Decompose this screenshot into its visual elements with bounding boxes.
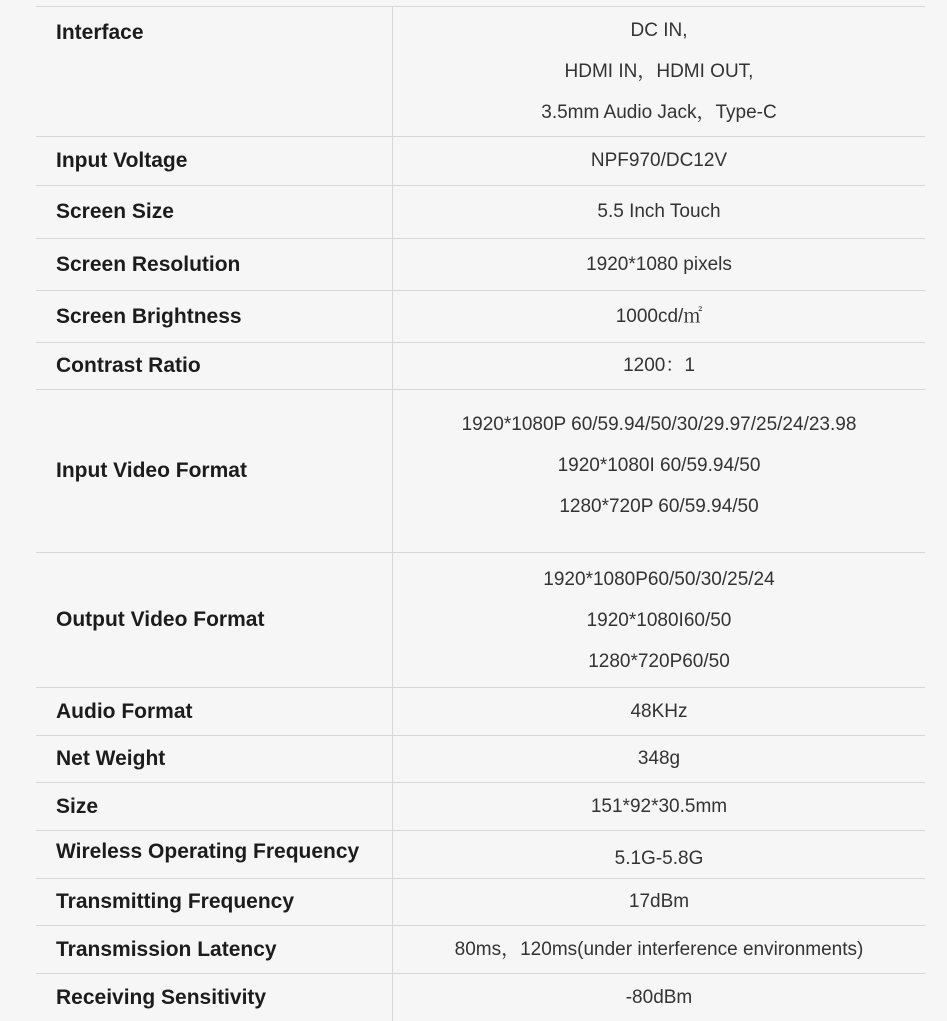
spec-row-output-video-format xyxy=(36,552,925,687)
spec-table xyxy=(36,6,925,1021)
spec-value-line: 1280*720P 60/59.94/50 xyxy=(559,495,759,517)
spec-value xyxy=(393,239,925,290)
spec-row-transmission-latency xyxy=(36,925,925,973)
spec-value-line: 151*92*30.5mm xyxy=(590,795,728,817)
spec-value-line: 348g xyxy=(637,748,681,769)
spec-label: Screen Brightness xyxy=(36,291,393,342)
spec-label: Screen Resolution xyxy=(36,239,393,290)
spec-value xyxy=(393,7,925,136)
spec-value-line: 1200：1 xyxy=(623,355,695,376)
spec-value-line: DC IN, xyxy=(630,20,688,41)
spec-value-line: 1920*1080P 60/59.94/50/30/29.97/25/24/23.98 xyxy=(461,413,857,435)
spec-value-line: NPF970/DC12V xyxy=(590,150,728,171)
spec-value-line: 1280*720P60/50 xyxy=(588,650,730,672)
spec-value-line: HDMI IN，HDMI OUT, xyxy=(564,61,754,82)
spec-label: Transmitting Frequency xyxy=(36,879,393,925)
spec-row-contrast-ratio xyxy=(36,342,925,389)
spec-label: Net Weight xyxy=(36,736,393,782)
spec-value-line: 1920*1080P60/50/30/25/24 xyxy=(543,568,775,590)
spec-value xyxy=(393,390,925,552)
spec-row-receiving-sensitivity xyxy=(36,973,925,1021)
spec-value-line: 48KHz xyxy=(630,700,688,722)
spec-row-wireless-operating-frequency xyxy=(36,830,925,878)
spec-label: Contrast Ratio xyxy=(36,343,393,389)
spec-row-screen-resolution xyxy=(36,238,925,290)
spec-value-line: 5.5 Inch Touch xyxy=(597,201,721,222)
spec-label: Wireless Operating Frequency xyxy=(36,831,393,878)
spec-row-audio-format xyxy=(36,687,925,735)
spec-row-input-voltage xyxy=(36,136,925,185)
spec-value xyxy=(393,137,925,185)
spec-value xyxy=(393,879,925,925)
spec-label: Screen Size xyxy=(36,186,393,238)
spec-value xyxy=(393,553,925,687)
spec-value-line: 80ms，120ms(under interference environments) xyxy=(454,938,864,960)
spec-row-screen-brightness xyxy=(36,290,925,342)
spec-value-line: 1920*1080I60/50 xyxy=(586,609,732,631)
spec-value xyxy=(393,831,925,878)
spec-row-screen-size xyxy=(36,185,925,238)
spec-value xyxy=(393,688,925,735)
spec-value xyxy=(393,926,925,973)
spec-row-size xyxy=(36,782,925,830)
spec-row-net-weight xyxy=(36,735,925,782)
spec-value xyxy=(393,974,925,1021)
spec-label: Interface xyxy=(36,7,393,136)
spec-value-line: -80dBm xyxy=(625,986,693,1008)
spec-row-transmitting-frequency xyxy=(36,878,925,925)
spec-label: Transmission Latency xyxy=(36,926,393,973)
spec-value-line: 1000cd/㎡ xyxy=(615,305,703,327)
spec-value-line: 5.1G-5.8G xyxy=(614,847,704,869)
spec-label: Output Video Format xyxy=(36,553,393,687)
spec-value-line: 17dBm xyxy=(628,891,690,912)
spec-value-line: 1920*1080 pixels xyxy=(586,253,732,275)
spec-value xyxy=(393,291,925,342)
spec-value-line: 3.5mm Audio Jack，Type-C xyxy=(541,102,777,123)
spec-label: Audio Format xyxy=(36,688,393,735)
spec-label: Size xyxy=(36,783,393,830)
spec-value xyxy=(393,343,925,389)
spec-value xyxy=(393,783,925,830)
spec-value-line: 1920*1080I 60/59.94/50 xyxy=(557,454,761,476)
spec-label: Input Voltage xyxy=(36,137,393,185)
spec-label: Receiving Sensitivity xyxy=(36,974,393,1021)
spec-row-input-video-format xyxy=(36,389,925,552)
spec-value xyxy=(393,186,925,238)
spec-label: Input Video Format xyxy=(36,390,393,552)
spec-row-interface xyxy=(36,6,925,136)
spec-value xyxy=(393,736,925,782)
